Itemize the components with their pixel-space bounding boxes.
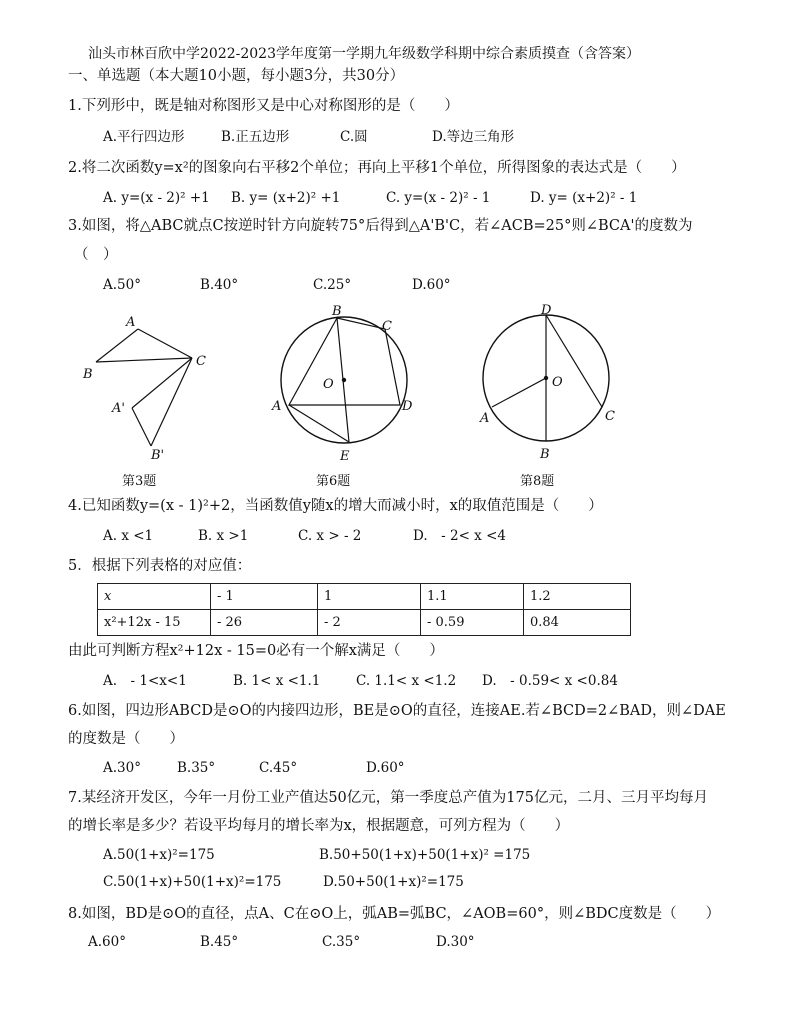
q5-option-c: C. 1.1< x <1.2 bbox=[356, 673, 457, 689]
q6-option-d: D.60° bbox=[366, 760, 405, 776]
q5-value-table bbox=[97, 583, 631, 636]
q6-stem: 6.如图，四边形ABCD是⊙O的内接四边形，BE是⊙O的直径，连接AE.若∠BCD=2∠BAD，则∠DAE bbox=[68, 703, 726, 719]
fig8-label-a: A bbox=[480, 411, 490, 426]
q8-option-b: B.45° bbox=[200, 934, 239, 950]
fig8-label-o: O bbox=[552, 375, 563, 390]
q2-option-a: A. y=(x - 2)² +1 bbox=[103, 190, 210, 206]
figure-caption-q6: 第6题 bbox=[316, 474, 351, 489]
fig3-label-b-prime: B' bbox=[151, 448, 165, 462]
q4-option-c: C. x > - 2 bbox=[298, 528, 362, 544]
q3-option-b: B.40° bbox=[200, 277, 239, 293]
q1-option-a: A.平行四边形 bbox=[103, 129, 185, 145]
q3-option-a: A.50° bbox=[103, 277, 141, 293]
q6-option-a: A.30° bbox=[103, 760, 141, 776]
q1-stem: 1.下列形中，既是轴对称图形又是中心对称图形的是（ ） bbox=[68, 98, 459, 114]
q6-option-c: C.45° bbox=[259, 760, 298, 776]
q1-option-d: D.等边三角形 bbox=[432, 129, 515, 145]
figure-caption-q3: 第3题 bbox=[122, 474, 157, 489]
fig3-label-a: A bbox=[126, 315, 136, 330]
fig6-label-c: C bbox=[382, 319, 392, 334]
q7-stem: 7.某经济开发区，今年一月份工业产值达50亿元，第一季度总产值为175亿元，二月、三月平均每月 bbox=[68, 790, 708, 806]
q1-option-c: C.圆 bbox=[340, 129, 368, 145]
q8-stem: 8.如图，BD是⊙O的直径，点A、C在⊙O上，弧AB=弧BC，∠AOB=60°，则∠BDC度数是（ ） bbox=[68, 906, 721, 922]
table-cell: 1.2 bbox=[524, 584, 631, 610]
q5-stem: 5．根据下列表格的对应值： bbox=[68, 558, 252, 574]
table-cell: x bbox=[98, 584, 211, 610]
fig6-label-a: A bbox=[272, 399, 282, 414]
fig3-label-b: B bbox=[83, 367, 93, 382]
table-row bbox=[98, 610, 631, 636]
table-cell: - 2 bbox=[318, 610, 421, 636]
table-cell: 1 bbox=[318, 584, 421, 610]
table-cell: 0.84 bbox=[524, 610, 631, 636]
section-heading: 一、单选题（本大题10小题，每小题3分，共30分） bbox=[68, 68, 405, 84]
q2-option-d: D. y= (x+2)² - 1 bbox=[530, 190, 638, 206]
figure-q6-inscribed-quadrilateral bbox=[265, 300, 425, 468]
q4-option-a: A. x <1 bbox=[103, 528, 154, 544]
q7-option-d: D.50+50(1+x)²=175 bbox=[323, 874, 464, 890]
q4-option-d: D. - 2< x <4 bbox=[413, 528, 506, 544]
q8-option-d: D.30° bbox=[436, 934, 475, 950]
q3-option-d: D.60° bbox=[412, 277, 451, 293]
q2-option-c: C. y=(x - 2)² - 1 bbox=[386, 190, 491, 206]
fig6-label-b: B bbox=[332, 304, 342, 319]
fig6-label-d: D bbox=[402, 399, 413, 414]
fig8-label-d: D bbox=[541, 303, 552, 318]
q1-option-b: B.正五边形 bbox=[221, 129, 290, 145]
q7-option-c: C.50(1+x)+50(1+x)²=175 bbox=[103, 874, 282, 890]
fig6-label-e: E bbox=[340, 449, 350, 464]
figure-q8-circle-diameter bbox=[470, 300, 630, 468]
q5-conclusion: 由此可判断方程x²+12x - 15=0必有一个解x满足（ ） bbox=[68, 643, 444, 659]
fig8-label-c: C bbox=[605, 409, 615, 424]
q8-option-a: A.60° bbox=[88, 934, 126, 950]
q3-option-c: C.25° bbox=[313, 277, 352, 293]
fig6-label-o: O bbox=[323, 377, 334, 392]
fig3-label-a-prime: A' bbox=[112, 401, 125, 416]
table-cell: x²+12x - 15 bbox=[98, 610, 211, 636]
q5-option-d: D. - 0.59< x <0.84 bbox=[482, 673, 618, 689]
q5-option-b: B. 1< x <1.1 bbox=[233, 673, 321, 689]
table-row bbox=[98, 584, 631, 610]
q6-option-b: B.35° bbox=[177, 760, 216, 776]
q4-option-b: B. x >1 bbox=[198, 528, 249, 544]
table-cell: - 26 bbox=[211, 610, 318, 636]
figure-caption-q8: 第8题 bbox=[520, 474, 555, 489]
table-cell: - 0.59 bbox=[421, 610, 524, 636]
q2-stem: 2.将二次函数y=x²的图象向右平移2个单位；再向上平移1个单位，所得图象的表达式是（ ） bbox=[68, 160, 686, 176]
exam-title: 汕头市林百欣中学2022-2023学年度第一学期九年级数学科期中综合素质摸查（含答案） bbox=[88, 46, 640, 62]
q6-stem-cont: 的度数是（ ） bbox=[68, 731, 184, 747]
q2-option-b: B. y= (x+2)² +1 bbox=[231, 190, 341, 206]
q7-option-a: A.50(1+x)²=175 bbox=[103, 847, 215, 863]
q7-option-b: B.50+50(1+x)+50(1+x)² =175 bbox=[319, 847, 531, 863]
q5-option-a: A. - 1<x<1 bbox=[103, 673, 187, 689]
q3-stem-paren: （ ） bbox=[74, 247, 118, 263]
fig3-label-c: C bbox=[196, 354, 206, 369]
q4-stem: 4.已知函数y=(x - 1)²+2，当函数值y随x的增大而减小时，x的取值范围是（ ） bbox=[68, 498, 603, 514]
q7-stem-cont: 的增长率是多少？若设平均每月的增长率为x，根据题意，可列方程为（ ） bbox=[68, 818, 570, 834]
figure-q3-rotation bbox=[78, 306, 218, 462]
table-cell: 1.1 bbox=[421, 584, 524, 610]
q3-stem: 3.如图，将△ABC就点C按逆时针方向旋转75°后得到△A'B'C，若∠ACB=25°则∠BCA'的度数为 bbox=[68, 218, 693, 234]
table-cell: - 1 bbox=[211, 584, 318, 610]
fig8-label-b: B bbox=[540, 447, 550, 462]
q8-option-c: C.35° bbox=[322, 934, 361, 950]
